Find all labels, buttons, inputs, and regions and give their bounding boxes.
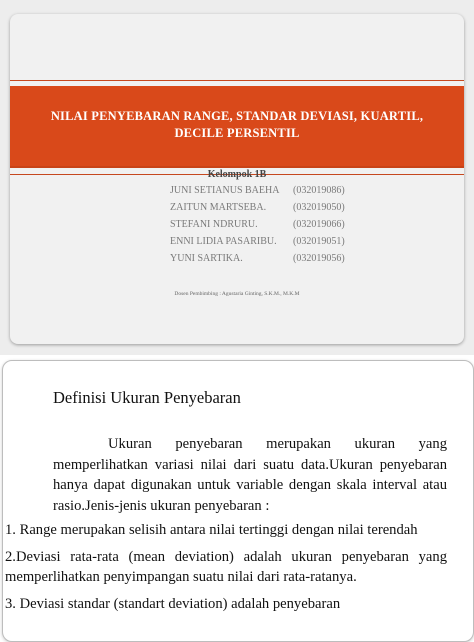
member-row bbox=[170, 233, 345, 250]
definition-paragraph: Ukuran penyebaran merupakan ukuran yang memperlihatkan variasi nilai dari suatu data.Ukuran penyebaran hanya dapat digunakan untuk variable dengan skala interval atau rasio.Jenis-jenis ukuran penyebaran : bbox=[53, 436, 447, 514]
member-name: JUNI SETIANUS BAEHA bbox=[170, 185, 280, 196]
member-id: (032019051) bbox=[293, 236, 345, 247]
member-id: (032019056) bbox=[293, 253, 345, 264]
member-id: (032019086) bbox=[293, 185, 345, 196]
content-slide bbox=[2, 360, 474, 642]
member-list bbox=[170, 182, 345, 267]
member-row bbox=[170, 250, 345, 267]
banner-top-line bbox=[10, 80, 464, 81]
member-id: (032019050) bbox=[293, 202, 345, 213]
title-banner bbox=[10, 86, 464, 168]
member-row bbox=[170, 199, 345, 216]
group-title: Kelompok 1B bbox=[207, 169, 267, 180]
title-slide-frame bbox=[10, 14, 464, 344]
member-name: STEFANI NDRURU. bbox=[170, 219, 258, 230]
list-item-mean-deviation: 2.Deviasi rata-rata (mean deviation) adalah ukuran penyebaran yang memperlihatkan penyimpangan suatu nilai dari rata-ratanya. bbox=[5, 548, 447, 585]
member-row bbox=[170, 216, 345, 233]
content-body bbox=[5, 434, 447, 614]
member-name: ENNI LIDIA PASARIBU. bbox=[170, 236, 277, 247]
member-name: YUNI SARTIKA. bbox=[170, 253, 243, 264]
content-heading: Definisi Ukuran Penyebaran bbox=[53, 388, 241, 407]
list-item-standard-deviation: 3. Deviasi standar (standart deviation) adalah penyebaran bbox=[5, 595, 341, 612]
advisor-line: Dosen Pembimbing : Agustaria Ginting, S.K.M., M.K.M bbox=[174, 291, 300, 297]
list-item-range: 1. Range merupakan selisih antara nilai tertinggi dengan nilai terendah bbox=[5, 522, 418, 538]
slide-title-line2: DECILE PERSENTIL bbox=[174, 126, 300, 140]
slide-title bbox=[30, 108, 444, 142]
slide-title-line1: NILAI PENYEBARAN RANGE, STANDAR DEVIASI, KUARTIL, bbox=[50, 109, 424, 123]
member-id: (032019066) bbox=[293, 219, 345, 230]
member-name: ZAITUN MARTSEBA. bbox=[170, 202, 267, 213]
member-row bbox=[170, 182, 345, 199]
